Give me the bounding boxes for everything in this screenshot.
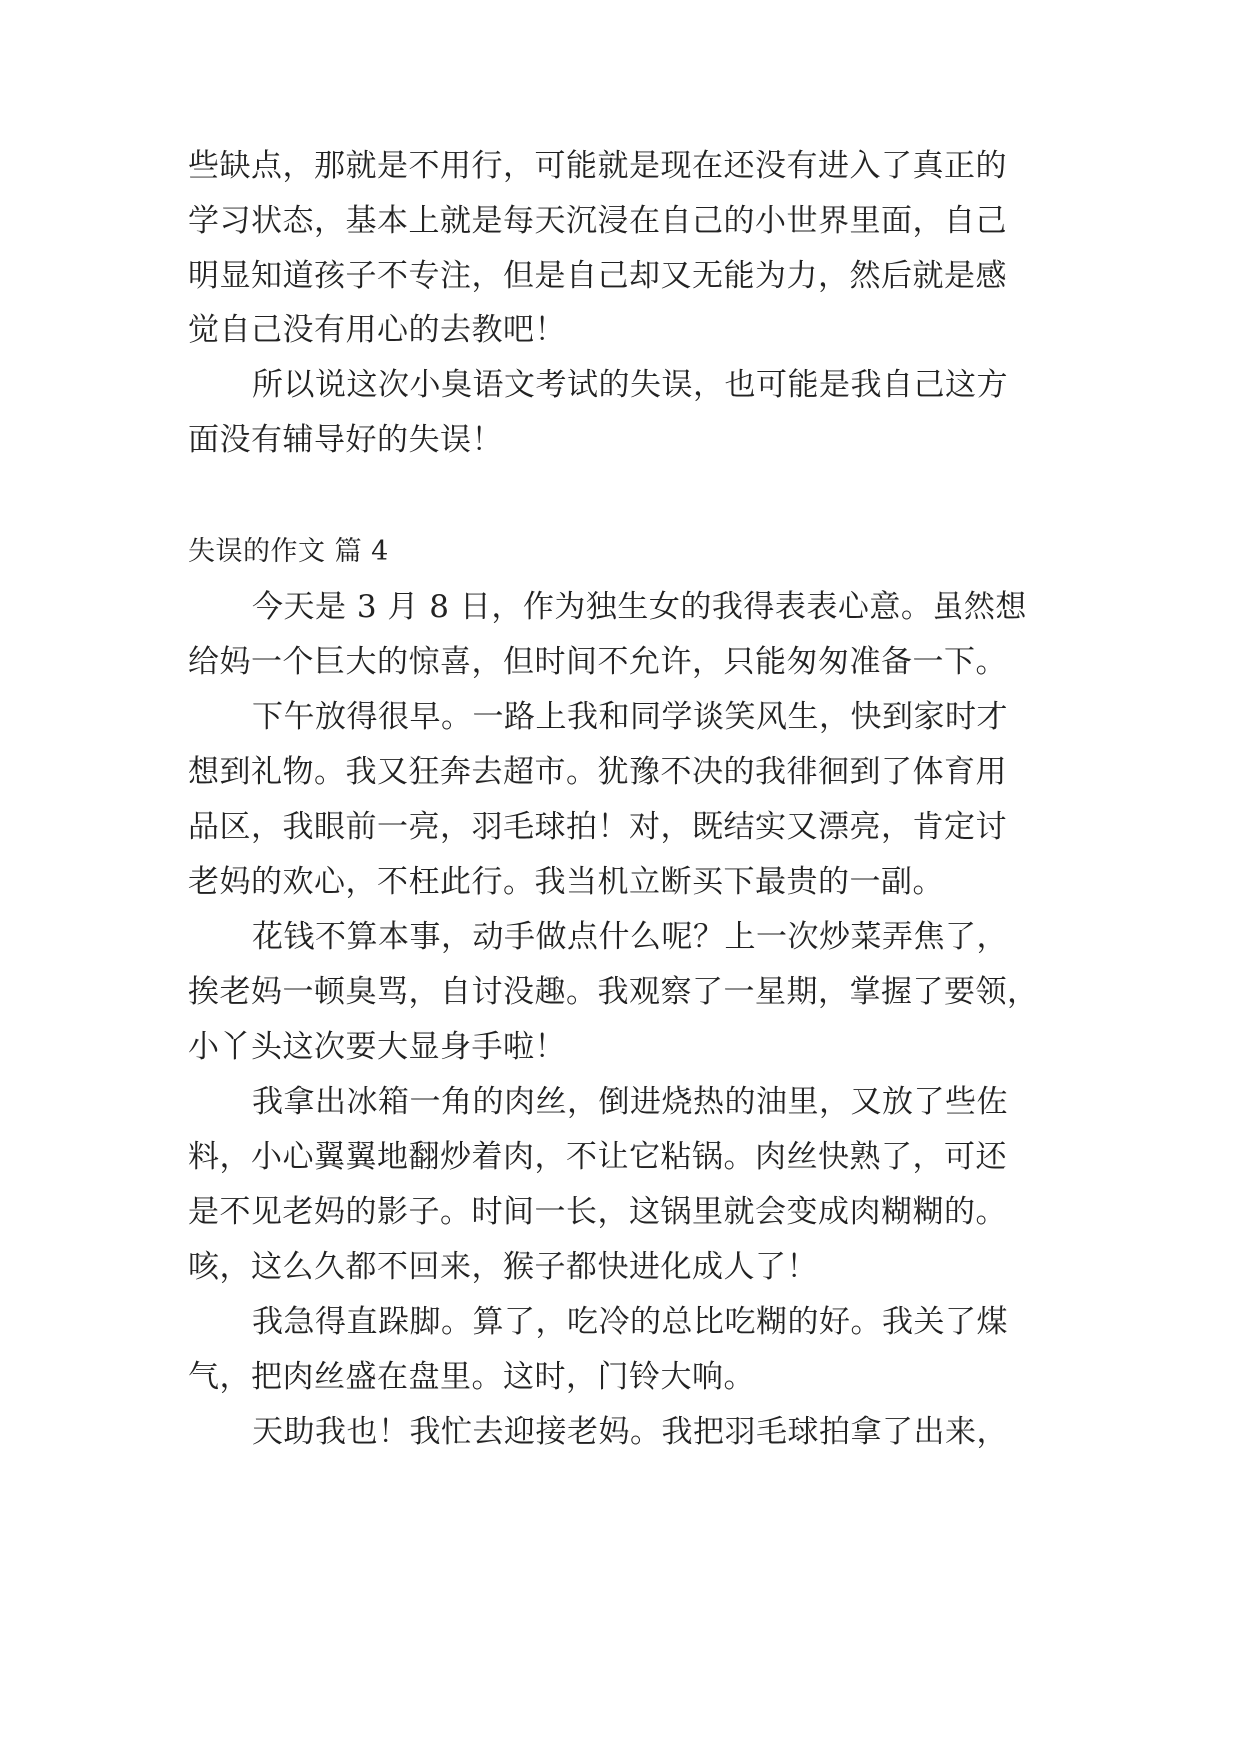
paragraph-line: 想到礼物。我又狂奔去超市。犹豫不决的我徘徊到了体育用 (188, 754, 1007, 790)
paragraph-line: 挨老妈一顿臭骂，自讨没趣。我观察了一星期，掌握了要领， (188, 974, 1039, 1010)
paragraph-line: 小丫头这次要大显身手啦！ (188, 1029, 566, 1065)
paragraph-line: 老妈的欢心，不枉此行。我当机立断买下最贵的一副。 (188, 864, 944, 900)
paragraph-line: 天助我也！我忙去迎接老妈。我把羽毛球拍拿了出来， (252, 1414, 1008, 1450)
paragraph-line: 今天是 3 月 8 日，作为独生女的我得表表心意。虽然想 (252, 589, 1027, 625)
paragraph-line: 些缺点，那就是不用行，可能就是现在还没有进入了真正的 (188, 148, 1007, 184)
paragraph-line: 咳，这么久都不回来，猴子都快进化成人了！ (188, 1249, 818, 1285)
paragraph-line: 气，把肉丝盛在盘里。这时，门铃大响。 (188, 1359, 755, 1395)
paragraph-line: 品区，我眼前一亮，羽毛球拍！对，既结实又漂亮，肯定讨 (188, 809, 1007, 845)
paragraph-line: 觉自己没有用心的去教吧！ (188, 312, 566, 348)
section-heading: 失误的作文 篇 4 (188, 536, 389, 567)
paragraph-line: 料，小心翼翼地翻炒着肉，不让它粘锅。肉丝快熟了，可还 (188, 1139, 1007, 1175)
paragraph-line: 下午放得很早。一路上我和同学谈笑风生，快到家时才 (252, 699, 1008, 735)
paragraph-line: 是不见老妈的影子。时间一长，这锅里就会变成肉糊糊的。 (188, 1194, 1007, 1230)
paragraph-line: 学习状态，基本上就是每天沉浸在自己的小世界里面，自己 (188, 203, 1007, 239)
paragraph-line: 我拿出冰箱一角的肉丝，倒进烧热的油里，又放了些佐 (252, 1084, 1008, 1120)
paragraph-line: 所以说这次小臭语文考试的失误，也可能是我自己这方 (252, 367, 1008, 403)
paragraph-line: 给妈一个巨大的惊喜，但时间不允许，只能匆匆准备一下。 (188, 644, 1007, 680)
paragraph-line: 花钱不算本事，动手做点什么呢？上一次炒菜弄焦了， (252, 919, 1008, 955)
paragraph-line: 明显知道孩子不专注，但是自己却又无能为力，然后就是感 (188, 258, 1007, 294)
paragraph-line: 我急得直跺脚。算了，吃冷的总比吃糊的好。我关了煤 (252, 1304, 1008, 1340)
paragraph-line: 面没有辅导好的失误！ (188, 422, 503, 458)
